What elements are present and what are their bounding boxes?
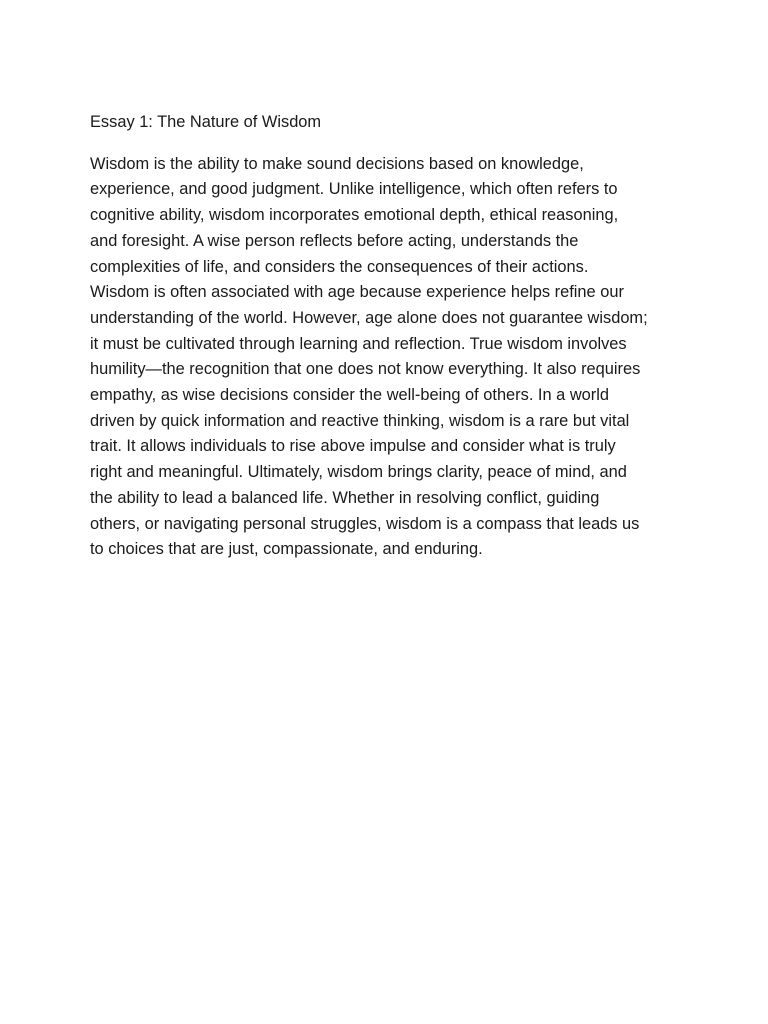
paragraph-line: empathy, as wise decisions consider the well-being of others. In a world (90, 386, 609, 405)
paragraph-line: and foresight. A wise person reflects before acting, understands the (90, 231, 579, 250)
paragraph-line: experience, and good judgment. Unlike intelligence, which often refers to (90, 180, 618, 199)
paragraph-line: the ability to lead a balanced life. Whether in resolving conflict, guiding (90, 488, 600, 507)
paragraph-line: to choices that are just, compassionate, and enduring. (90, 540, 483, 559)
paragraph-line: cognitive ability, wisdom incorporates emotional depth, ethical reasoning, (90, 206, 619, 225)
essay-title: Essay 1: The Nature of Wisdom (90, 113, 322, 131)
paragraph-line: right and meaningful. Ultimately, wisdom brings clarity, peace of mind, and (90, 463, 627, 482)
paragraph-line: trait. It allows individuals to rise above impulse and consider what is truly (90, 437, 616, 456)
paragraph-line: Wisdom is the ability to make sound decisions based on knowledge, (90, 154, 584, 173)
paragraph-line: others, or navigating personal struggles, wisdom is a compass that leads us (90, 514, 640, 533)
paragraph-line: Wisdom is often associated with age because experience helps refine our (90, 283, 624, 302)
paragraph-line: driven by quick information and reactive thinking, wisdom is a rare but vital (90, 411, 630, 430)
paragraph-line: understanding of the world. However, age alone does not guarantee wisdom; (90, 308, 648, 327)
essay-content (90, 110, 680, 563)
paragraph-line: complexities of life, and considers the consequences of their actions. (90, 257, 589, 276)
paragraph-line: humility—the recognition that one does not know everything. It also requires (90, 360, 641, 379)
essay-paragraph (90, 152, 680, 563)
paragraph-line: it must be cultivated through learning and reflection. True wisdom involves (90, 334, 627, 353)
